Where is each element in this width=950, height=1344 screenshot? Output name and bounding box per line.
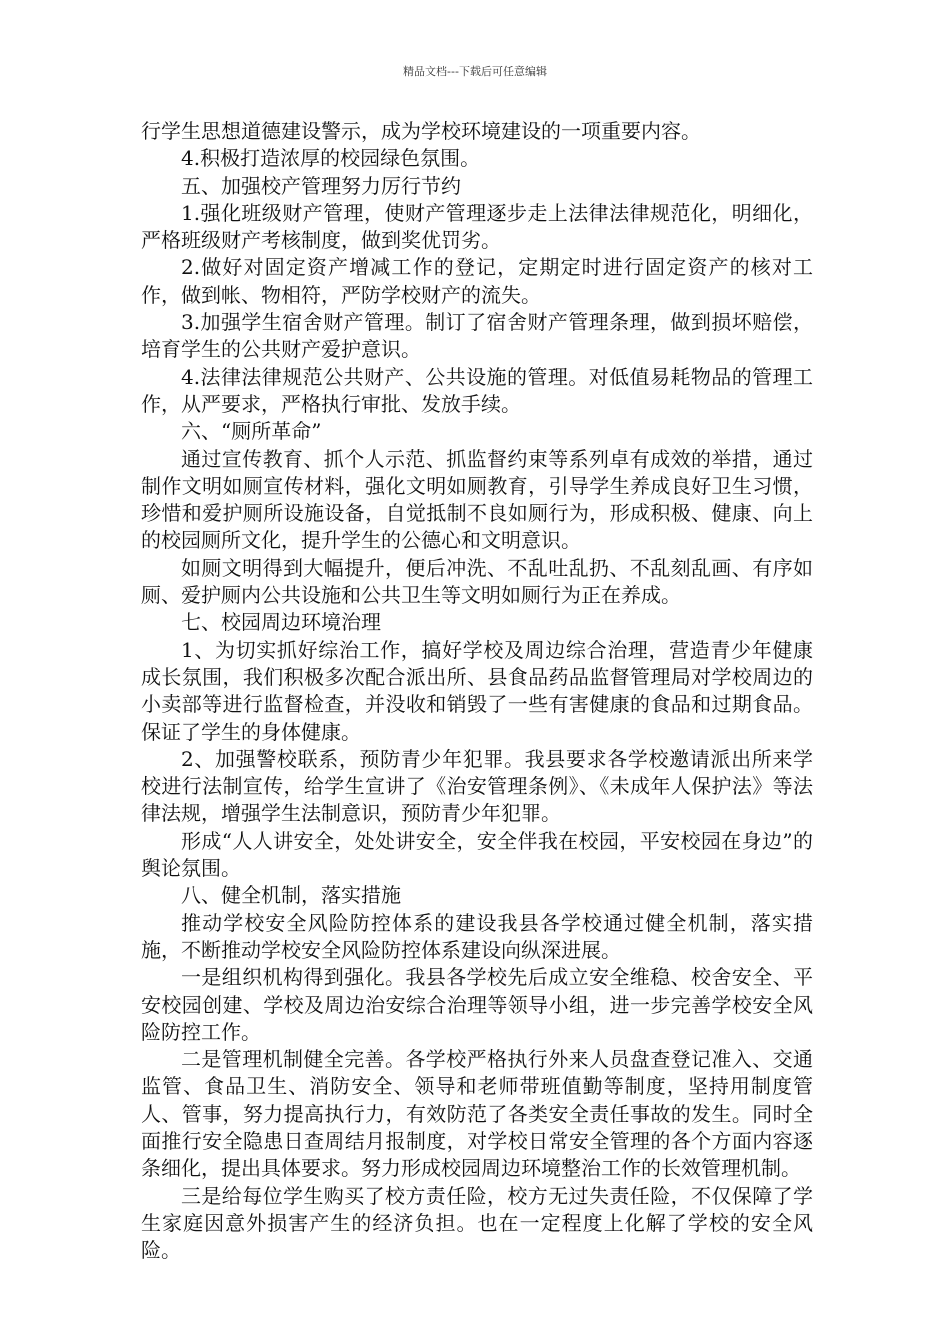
paragraph: 2、加强警校联系，预防青少年犯罪。我县要求各学校邀请派出所来学校进行法制宣传，给学生宣讲了《治安管理条例》、《未成年人保护法》等法律法规，增强学生法制意识，预防青少年犯罪。: [141, 746, 813, 826]
paragraph: 八、健全机制，落实措施: [181, 883, 401, 908]
paragraph: 如厕文明得到大幅提升，便后冲洗、不乱吐乱扔、不乱刻乱画、有序如厕、爱护厕内公共设施和公共卫生等文明如厕行为正在养成。: [141, 555, 813, 608]
document-body: [141, 118, 813, 1264]
paragraph: 4.积极打造浓厚的校园绿色氛围。: [181, 146, 481, 171]
page-header: 精品文档---下载后可任意编辑: [403, 65, 547, 78]
paragraph: 七、校园周边环境治理: [181, 610, 381, 635]
paragraph: 1、为切实抓好综治工作，搞好学校及周边综合治理，营造青少年健康成长氛围，我们积极多次配合派出所、县食品药品监督管理局对学校周边的小卖部等进行监督检查，并没收和销毁了一些有害健康的食品和过期食品。保证了学生的身体健康。: [141, 637, 813, 744]
paragraph: 通过宣传教育、抓个人示范、抓监督约束等系列卓有成效的举措，通过制作文明如厕宣传材料，强化文明如厕教育，引导学生养成良好卫生习惯，珍惜和爱护厕所设施设备，自觉抵制不良如厕行为，形成积极、健康、向上的校园厕所文化，提升学生的公德心和文明意识。: [141, 446, 813, 553]
paragraph: 形成“人人讲安全，处处讲安全，安全伴我在校园，平安校园在身边”的舆论氛围。: [141, 828, 813, 881]
paragraph: 一是组织机构得到强化。我县各学校先后成立安全维稳、校舍安全、平安校园创建、学校及周边治安综合治理等领导小组，进一步完善学校安全风险防控工作。: [141, 965, 813, 1044]
paragraph: 3.加强学生宿舍财产管理。制订了宿舍财产管理条理，做到损坏赔偿，培育学生的公共财产爱护意识。: [141, 310, 813, 362]
paragraph: 五、加强校产管理努力厉行节约: [181, 173, 461, 198]
paragraph: 1.强化班级财产管理，使财产管理逐步走上法律法律规范化，明细化，严格班级财产考核制度，做到奖优罚劣。: [141, 200, 813, 253]
paragraph: 4.法律法律规范公共财产、公共设施的管理。对低值易耗物品的管理工作，从严要求，严格执行审批、发放手续。: [141, 364, 813, 416]
paragraph: 三是给每位学生购买了校方责任险，校方无过失责任险，不仅保障了学生家庭因意外损害产生的经济负担。也在一定程度上化解了学校的安全风险。: [141, 1183, 813, 1263]
paragraph: 二是管理机制健全完善。各学校严格执行外来人员盘查登记准入、交通监管、食品卫生、消防安全、领导和老师带班值勤等制度，坚持用制度管人、管事，努力提高执行力，有效防范了各类安全责任事故的发生。同时全面推行安全隐患日查周结月报制度，对学校日常安全管理的各个方面内容逐条细化，提出具体要求。努力形成校园周边环境整治工作的长效管理机制。: [141, 1047, 813, 1181]
paragraph: 2.做好对固定资产增减工作的登记，定期定时进行固定资产的核对工作，做到帐、物相符，严防学校财产的流失。: [141, 255, 813, 307]
paragraph: 行学生思想道德建设警示，成为学校环境建设的一项重要内容。: [141, 119, 701, 143]
paragraph: 推动学校安全风险防控体系的建设我县各学校通过健全机制，落实措施，不断推动学校安全风险防控体系建设向纵深进展。: [141, 910, 813, 962]
paragraph: 六、“厕所革命”: [181, 419, 322, 444]
